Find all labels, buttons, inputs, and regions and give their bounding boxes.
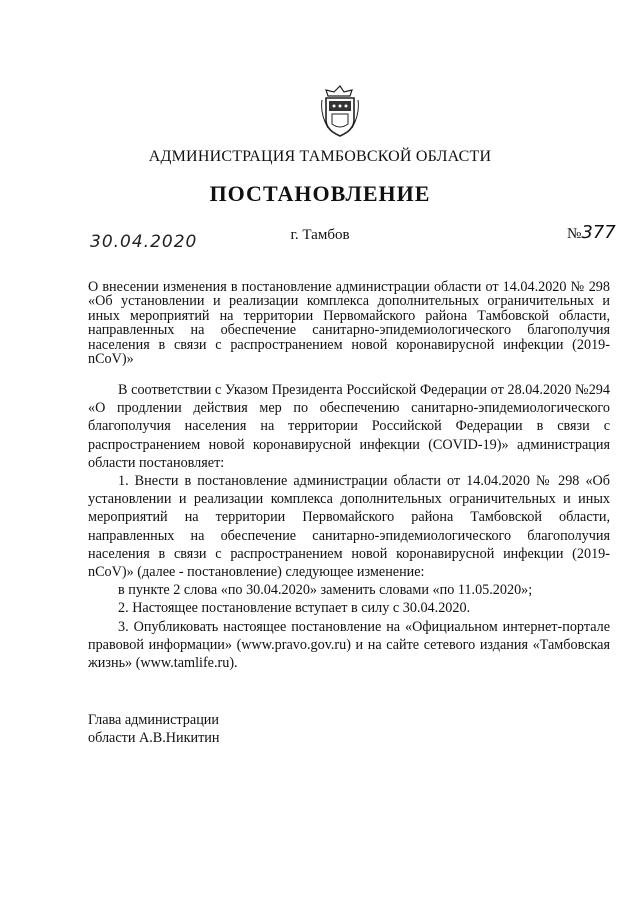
document-subject: О внесении изменения в постановление администрации области от 14.04.2020 № 298 «Об установлении и реализации комплекса дополнительных ограничительных и иных мероприятий на территории Первомайского района Тамбовской области, направленных на обеспечение санитарно-эпидемиологического благополучия населения в связи с распространением новой коронавирусной инфекции (2019-nCoV)»: [88, 279, 610, 368]
document-type-title: ПОСТАНОВЛЕНИЕ: [209, 181, 431, 206]
handwritten-number: 377: [581, 222, 616, 243]
number-prefix: №: [567, 226, 582, 242]
item-3-paragraph: 3. Опубликовать настоящее постановление на «Официальном интернет-портале правовой информации» (www.pravo.gov.ru) и на сайте сетевого издания «Тамбовская жизнь» (www.tamlife.ru).: [88, 618, 610, 672]
preamble-paragraph: В соответствии с Указом Президента Российской Федерации от 28.04.2020 №294 «О продлении действия мер по обеспечению санитарно-эпидемиологического благополучия населения на территории Российской Федерации в связи с распространением новой коронавирусной инфекции (COVID-19)» администрация области постановляет:: [88, 382, 610, 471]
organization-name: АДМИНИСТРАЦИЯ ТАМБОВСКОЙ ОБЛАСТИ: [148, 148, 492, 165]
document-body: [88, 381, 610, 672]
coat-of-arms-emblem: [318, 84, 362, 138]
document-number: [567, 222, 616, 243]
signature-block: [88, 711, 219, 747]
item-1-paragraph: 1. Внести в постановление администрации области от 14.04.2020 № 298 «Об установлении и реализации комплекса дополнительных ограничительных и иных мероприятий на территории Первомайского района Тамбовской области, направленных на обеспечение санитарно-эпидемиологического благополучия населения в связи с распространением новой коронавирусной инфекции (2019-nCoV)» (далее - постановление) следующее изменение:: [88, 473, 610, 581]
city-name: г. Тамбов: [290, 227, 350, 243]
signatory-position: Глава администрации: [88, 712, 219, 728]
signatory-name: области А.В.Никитин: [88, 730, 220, 746]
item-1-sub-paragraph: в пункте 2 слова «по 30.04.2020» заменить словами «по 11.05.2020»;: [118, 582, 533, 599]
handwritten-date: 30.04.2020: [90, 232, 198, 252]
item-2-paragraph: 2. Настоящее постановление вступает в силу с 30.04.2020.: [118, 600, 471, 617]
